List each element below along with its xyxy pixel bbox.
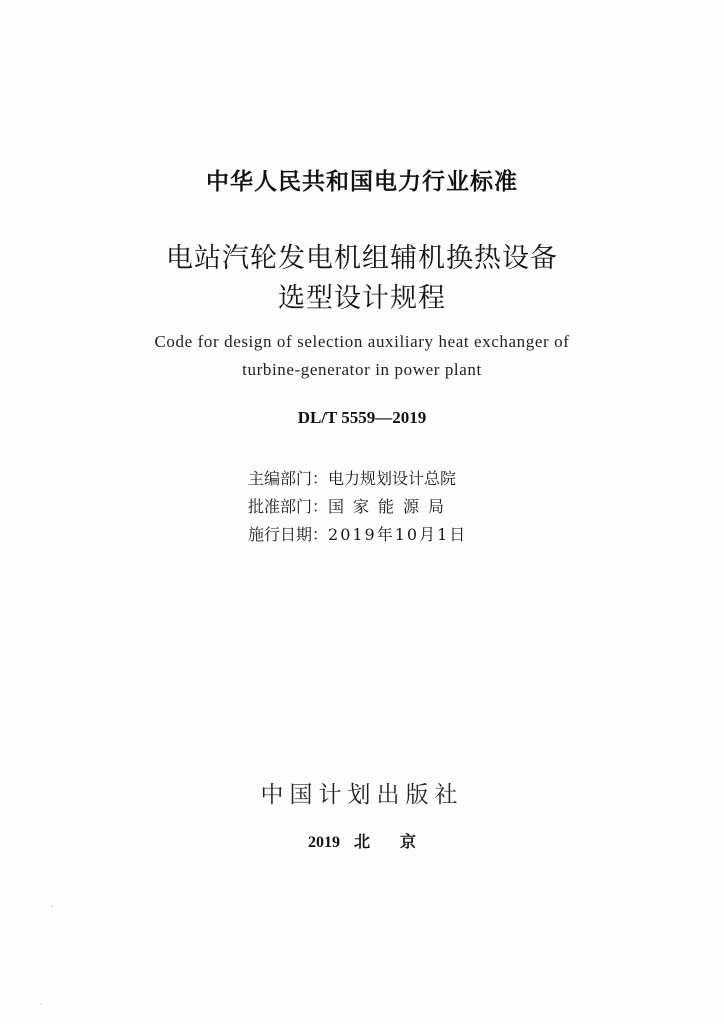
english-title-line-2: turbine-generator in power plant (242, 360, 482, 379)
imprint-city-char-2: 京 (400, 834, 417, 851)
imprint-year: 2019 (307, 834, 340, 851)
approver-department-value: 国家能源局 (328, 497, 454, 516)
standard-series-title: 中华人民共和国电力行业标准 (206, 169, 518, 195)
editor-department-label: 主编部门： (248, 469, 329, 488)
standard-code: DL/T 5559—2019 (297, 408, 427, 427)
effective-date-value: 2019年10月1日 (328, 525, 468, 544)
editor-department-value: 电力规划设计总院 (328, 469, 457, 488)
publisher-name: 中国计划出版社 (260, 782, 464, 808)
approver-department-label: 批准部门： (248, 497, 329, 516)
effective-date-label: 施行日期： (248, 525, 329, 544)
imprint-city-char-1: 北 (353, 834, 370, 851)
chinese-title-line-2: 选型设计规程 (278, 283, 446, 314)
english-title-line-1: Code for design of selection auxiliary heat exchanger of (154, 332, 570, 351)
chinese-title-line-1: 电站汽轮发电机组辅机换热设备 (166, 243, 558, 274)
